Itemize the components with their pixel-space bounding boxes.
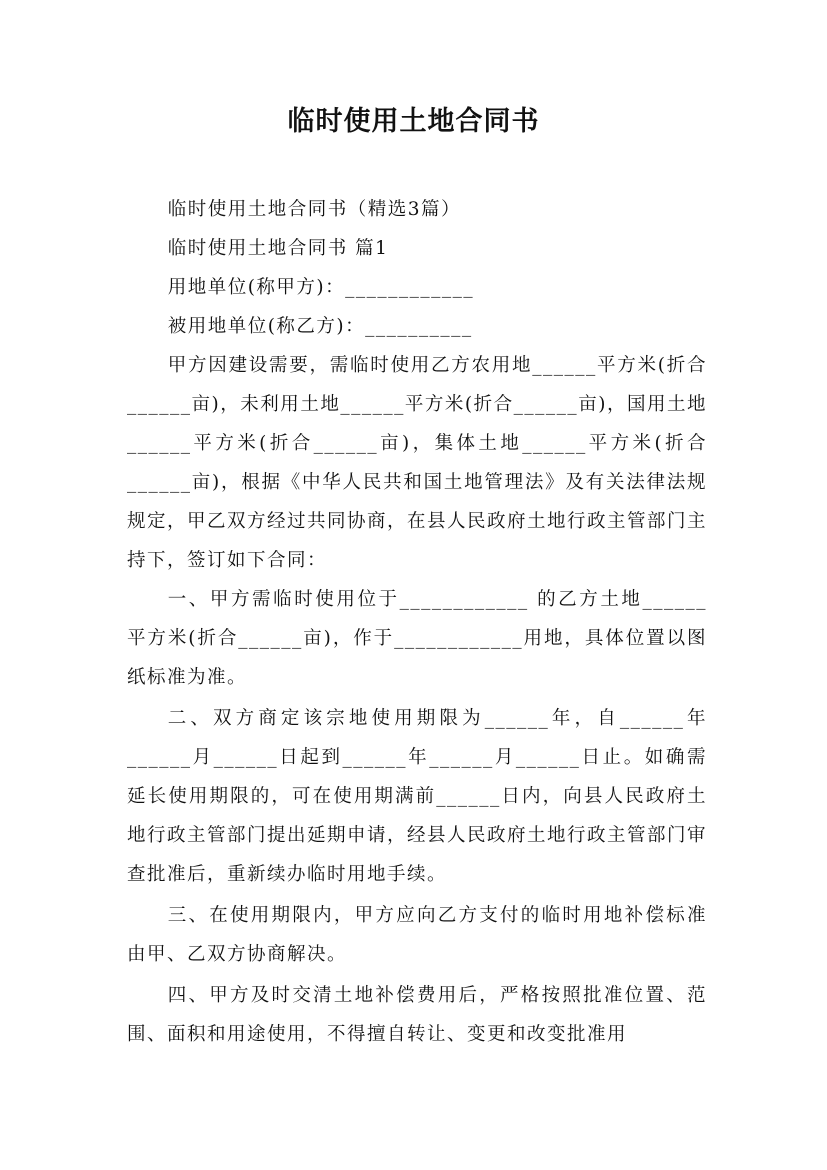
paragraph-selection-note: 临时使用土地合同书（精选3篇） [167, 199, 461, 220]
paragraph-clause-4: 四、甲方及时交清土地补偿费用后，严格按照批准位置、范围、面积和用途使用，不得擅自转让、变更和改变批准用 [127, 985, 707, 1045]
document-body [127, 190, 707, 1054]
paragraph-intro: 甲方因建设需要，需临时使用乙方农用地______平方米(折合______亩)，未利用土地______平方米(折合______亩)，国用土地______平方米(折合______亩)，集体土地______平方米(折合______亩)，根据《中华人民共和国土地管理法》及有关法律法规规定，甲乙双方经过共同协商，在县人民政府土地行政主管部门主持下，签订如下合同： [127, 355, 708, 571]
paragraph-section-heading: 临时使用土地合同书 篇1 [167, 238, 389, 259]
paragraph-party-b: 被用地单位(称乙方)：__________ [167, 316, 473, 337]
paragraph-clause-3: 三、在使用期限内，甲方应向乙方支付的临时用地补偿标准由甲、乙双方协商解决。 [127, 905, 707, 965]
paragraph-party-a: 用地单位(称甲方)：____________ [167, 277, 475, 298]
paragraph-clause-2: 二、双方商定该宗地使用期限为______年，自______年______月______日起到______年______月______日止。如确需延长使用期限的，可在使用期满前______日内，向县人民政府土地行政主管部门提出延期申请，经县人民政府土地行政主管部门审查批准后，重新续办临时用地手续。 [127, 708, 708, 885]
paragraph-clause-1: 一、甲方需临时使用位于____________ 的乙方土地______平方米(折合______亩)，作于____________用地，具体位置以图纸标准为准。 [127, 589, 707, 688]
document-title: 临时使用土地合同书 [287, 106, 540, 137]
